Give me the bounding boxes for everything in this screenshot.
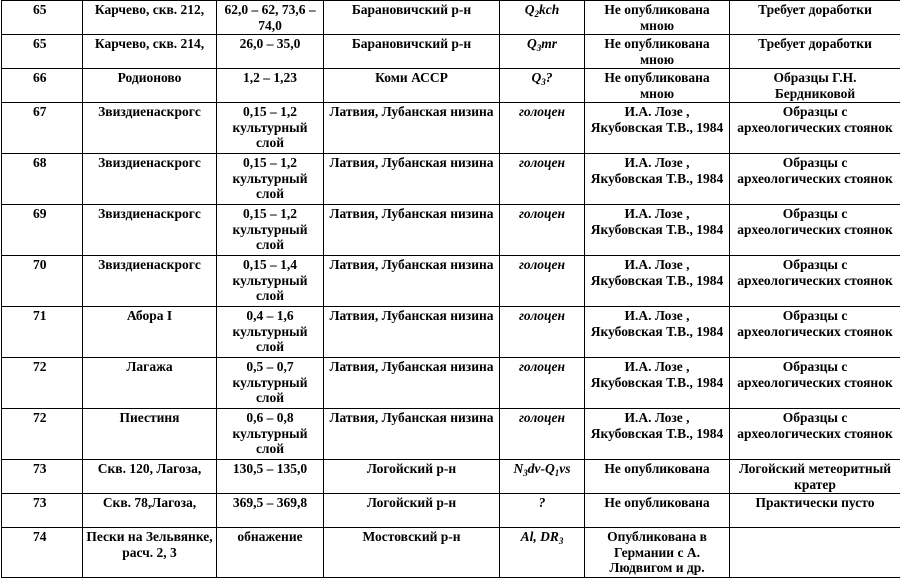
table-row <box>2 154 900 205</box>
site-name-cell: Родионово <box>83 69 217 103</box>
age-text: ? <box>545 70 553 85</box>
depth-interval-cell: 0,4 – 1,6 культурный слой <box>217 307 324 358</box>
age-index-cell <box>500 1 585 35</box>
region-cell: Латвия, Лубанская низина <box>324 307 500 358</box>
age-text: vs <box>559 461 571 476</box>
table-row <box>2 205 900 256</box>
depth-interval-cell: 0,5 – 0,7 культурный слой <box>217 358 324 409</box>
region-cell: Барановичский р-н <box>324 1 500 35</box>
age-text: kch <box>539 2 560 17</box>
table-row <box>2 1 900 35</box>
region-cell: Коми АССР <box>324 69 500 103</box>
note-cell: Образцы с археологических стоянок <box>730 358 900 409</box>
publication-cell: И.А. Лозе , Якубовская Т.В., 1984 <box>585 103 730 154</box>
age-text: mr <box>541 36 557 51</box>
row-number-cell: 65 <box>2 1 83 35</box>
note-cell: Образцы с археологических стоянок <box>730 256 900 307</box>
publication-cell: И.А. Лозе , Якубовская Т.В., 1984 <box>585 154 730 205</box>
site-name-cell: Звиздиенаскрогс <box>83 256 217 307</box>
row-number-cell: 70 <box>2 256 83 307</box>
table-row <box>2 103 900 154</box>
age-index-cell: голоцен <box>500 358 585 409</box>
row-number-cell: 69 <box>2 205 83 256</box>
publication-cell: Не опубликована <box>585 494 730 528</box>
depth-interval-cell: 1,2 – 1,23 <box>217 69 324 103</box>
site-name-cell: Звиздиенаскрогс <box>83 154 217 205</box>
table-row <box>2 528 900 578</box>
age-index-cell <box>500 69 585 103</box>
age-text: Al, DR <box>520 529 559 544</box>
site-name-cell: Звиздиенаскрогс <box>83 205 217 256</box>
table-row <box>2 307 900 358</box>
region-cell: Латвия, Лубанская низина <box>324 358 500 409</box>
site-name-cell: Лагажа <box>83 358 217 409</box>
table-row <box>2 460 900 494</box>
age-subscript: 3 <box>523 468 528 478</box>
note-cell: Образцы с археологических стоянок <box>730 307 900 358</box>
note-cell: Образцы с археологических стоянок <box>730 409 900 460</box>
age-index-cell: ? <box>500 494 585 528</box>
region-cell: Барановичский р-н <box>324 35 500 69</box>
note-cell: Образцы с археологических стоянок <box>730 154 900 205</box>
row-number-cell: 74 <box>2 528 83 578</box>
note-cell: Логойский метеоритный кратер <box>730 460 900 494</box>
age-text: Q <box>531 70 542 85</box>
note-cell <box>730 528 900 578</box>
depth-interval-cell: 0,15 – 1,2 культурный слой <box>217 154 324 205</box>
region-cell: Латвия, Лубанская низина <box>324 409 500 460</box>
site-name-cell: Пиестиня <box>83 409 217 460</box>
age-subscript: 2 <box>534 9 539 19</box>
row-number-cell: 67 <box>2 103 83 154</box>
age-subscript: 3 <box>536 43 542 53</box>
depth-interval-cell: 62,0 – 62, 73,6 – 74,0 <box>217 1 324 35</box>
site-name-cell: Карчево, скв. 212, <box>83 1 217 35</box>
age-index-cell: голоцен <box>500 205 585 256</box>
age-text: Q <box>524 2 535 17</box>
region-cell: Латвия, Лубанская низина <box>324 256 500 307</box>
publication-cell: Не опубликована <box>585 460 730 494</box>
age-index-cell: голоцен <box>500 307 585 358</box>
region-cell: Логойский р-н <box>324 494 500 528</box>
depth-interval-cell: 0,6 – 0,8 культурный слой <box>217 409 324 460</box>
publication-cell: Не опубликована мною <box>585 35 730 69</box>
site-name-cell: Абора I <box>83 307 217 358</box>
age-index-cell <box>500 528 585 578</box>
row-number-cell: 72 <box>2 358 83 409</box>
site-name-cell: Карчево, скв. 214, <box>83 35 217 69</box>
note-cell: Образцы Г.Н. Бердниковой <box>730 69 900 103</box>
region-cell: Латвия, Лубанская низина <box>324 103 500 154</box>
age-index-cell: голоцен <box>500 256 585 307</box>
row-number-cell: 65 <box>2 35 83 69</box>
publication-cell: Опубликована в Германии с А. Людвигом и др. <box>585 528 730 578</box>
table-body <box>2 1 900 578</box>
table-row <box>2 409 900 460</box>
region-cell: Логойский р-н <box>324 460 500 494</box>
publication-cell: И.А. Лозе , Якубовская Т.В., 1984 <box>585 307 730 358</box>
depth-interval-cell: 0,15 – 1,2 культурный слой <box>217 103 324 154</box>
region-cell: Латвия, Лубанская низина <box>324 205 500 256</box>
site-name-cell: Скв. 120, Лагоза, <box>83 460 217 494</box>
age-text: Q <box>526 36 537 51</box>
publication-cell: И.А. Лозе , Якубовская Т.В., 1984 <box>585 358 730 409</box>
age-index-cell <box>500 460 585 494</box>
age-subscript: 3 <box>541 77 546 87</box>
publication-cell: И.А. Лозе , Якубовская Т.В., 1984 <box>585 205 730 256</box>
age-index-cell <box>500 35 585 69</box>
publication-cell: И.А. Лозе , Якубовская Т.В., 1984 <box>585 256 730 307</box>
row-number-cell: 72 <box>2 409 83 460</box>
table-row <box>2 256 900 307</box>
data-table <box>1 0 900 578</box>
table-row <box>2 69 900 103</box>
age-subscript: 1 <box>554 468 560 478</box>
row-number-cell: 73 <box>2 494 83 528</box>
note-cell: Практически пусто <box>730 494 900 528</box>
row-number-cell: 68 <box>2 154 83 205</box>
age-index-cell: голоцен <box>500 409 585 460</box>
note-cell: Образцы с археологических стоянок <box>730 205 900 256</box>
publication-cell: Не опубликована мною <box>585 69 730 103</box>
site-name-cell: Пески на Зельвянке, расч. 2, 3 <box>83 528 217 578</box>
depth-interval-cell: 0,15 – 1,2 культурный слой <box>217 205 324 256</box>
depth-interval-cell: 369,5 – 369,8 <box>217 494 324 528</box>
age-text: dv-Q <box>527 461 555 476</box>
row-number-cell: 66 <box>2 69 83 103</box>
depth-interval-cell: 26,0 – 35,0 <box>217 35 324 69</box>
age-text: N <box>513 461 524 476</box>
site-name-cell: Скв. 78,Лагоза, <box>83 494 217 528</box>
age-index-cell: голоцен <box>500 103 585 154</box>
age-subscript: 3 <box>558 536 564 546</box>
depth-interval-cell: 130,5 – 135,0 <box>217 460 324 494</box>
table-row <box>2 494 900 528</box>
region-cell: Мостовский р-н <box>324 528 500 578</box>
note-cell: Требует доработки <box>730 1 900 35</box>
region-cell: Латвия, Лубанская низина <box>324 154 500 205</box>
table-row <box>2 35 900 69</box>
table-row <box>2 358 900 409</box>
row-number-cell: 71 <box>2 307 83 358</box>
age-index-cell: голоцен <box>500 154 585 205</box>
publication-cell: Не опубликована мною <box>585 1 730 35</box>
note-cell: Образцы с археологических стоянок <box>730 103 900 154</box>
publication-cell: И.А. Лозе , Якубовская Т.В., 1984 <box>585 409 730 460</box>
row-number-cell: 73 <box>2 460 83 494</box>
depth-interval-cell: 0,15 – 1,4 культурный слой <box>217 256 324 307</box>
depth-interval-cell: обнажение <box>217 528 324 578</box>
note-cell: Требует доработки <box>730 35 900 69</box>
site-name-cell: Звиздиенаскрогс <box>83 103 217 154</box>
